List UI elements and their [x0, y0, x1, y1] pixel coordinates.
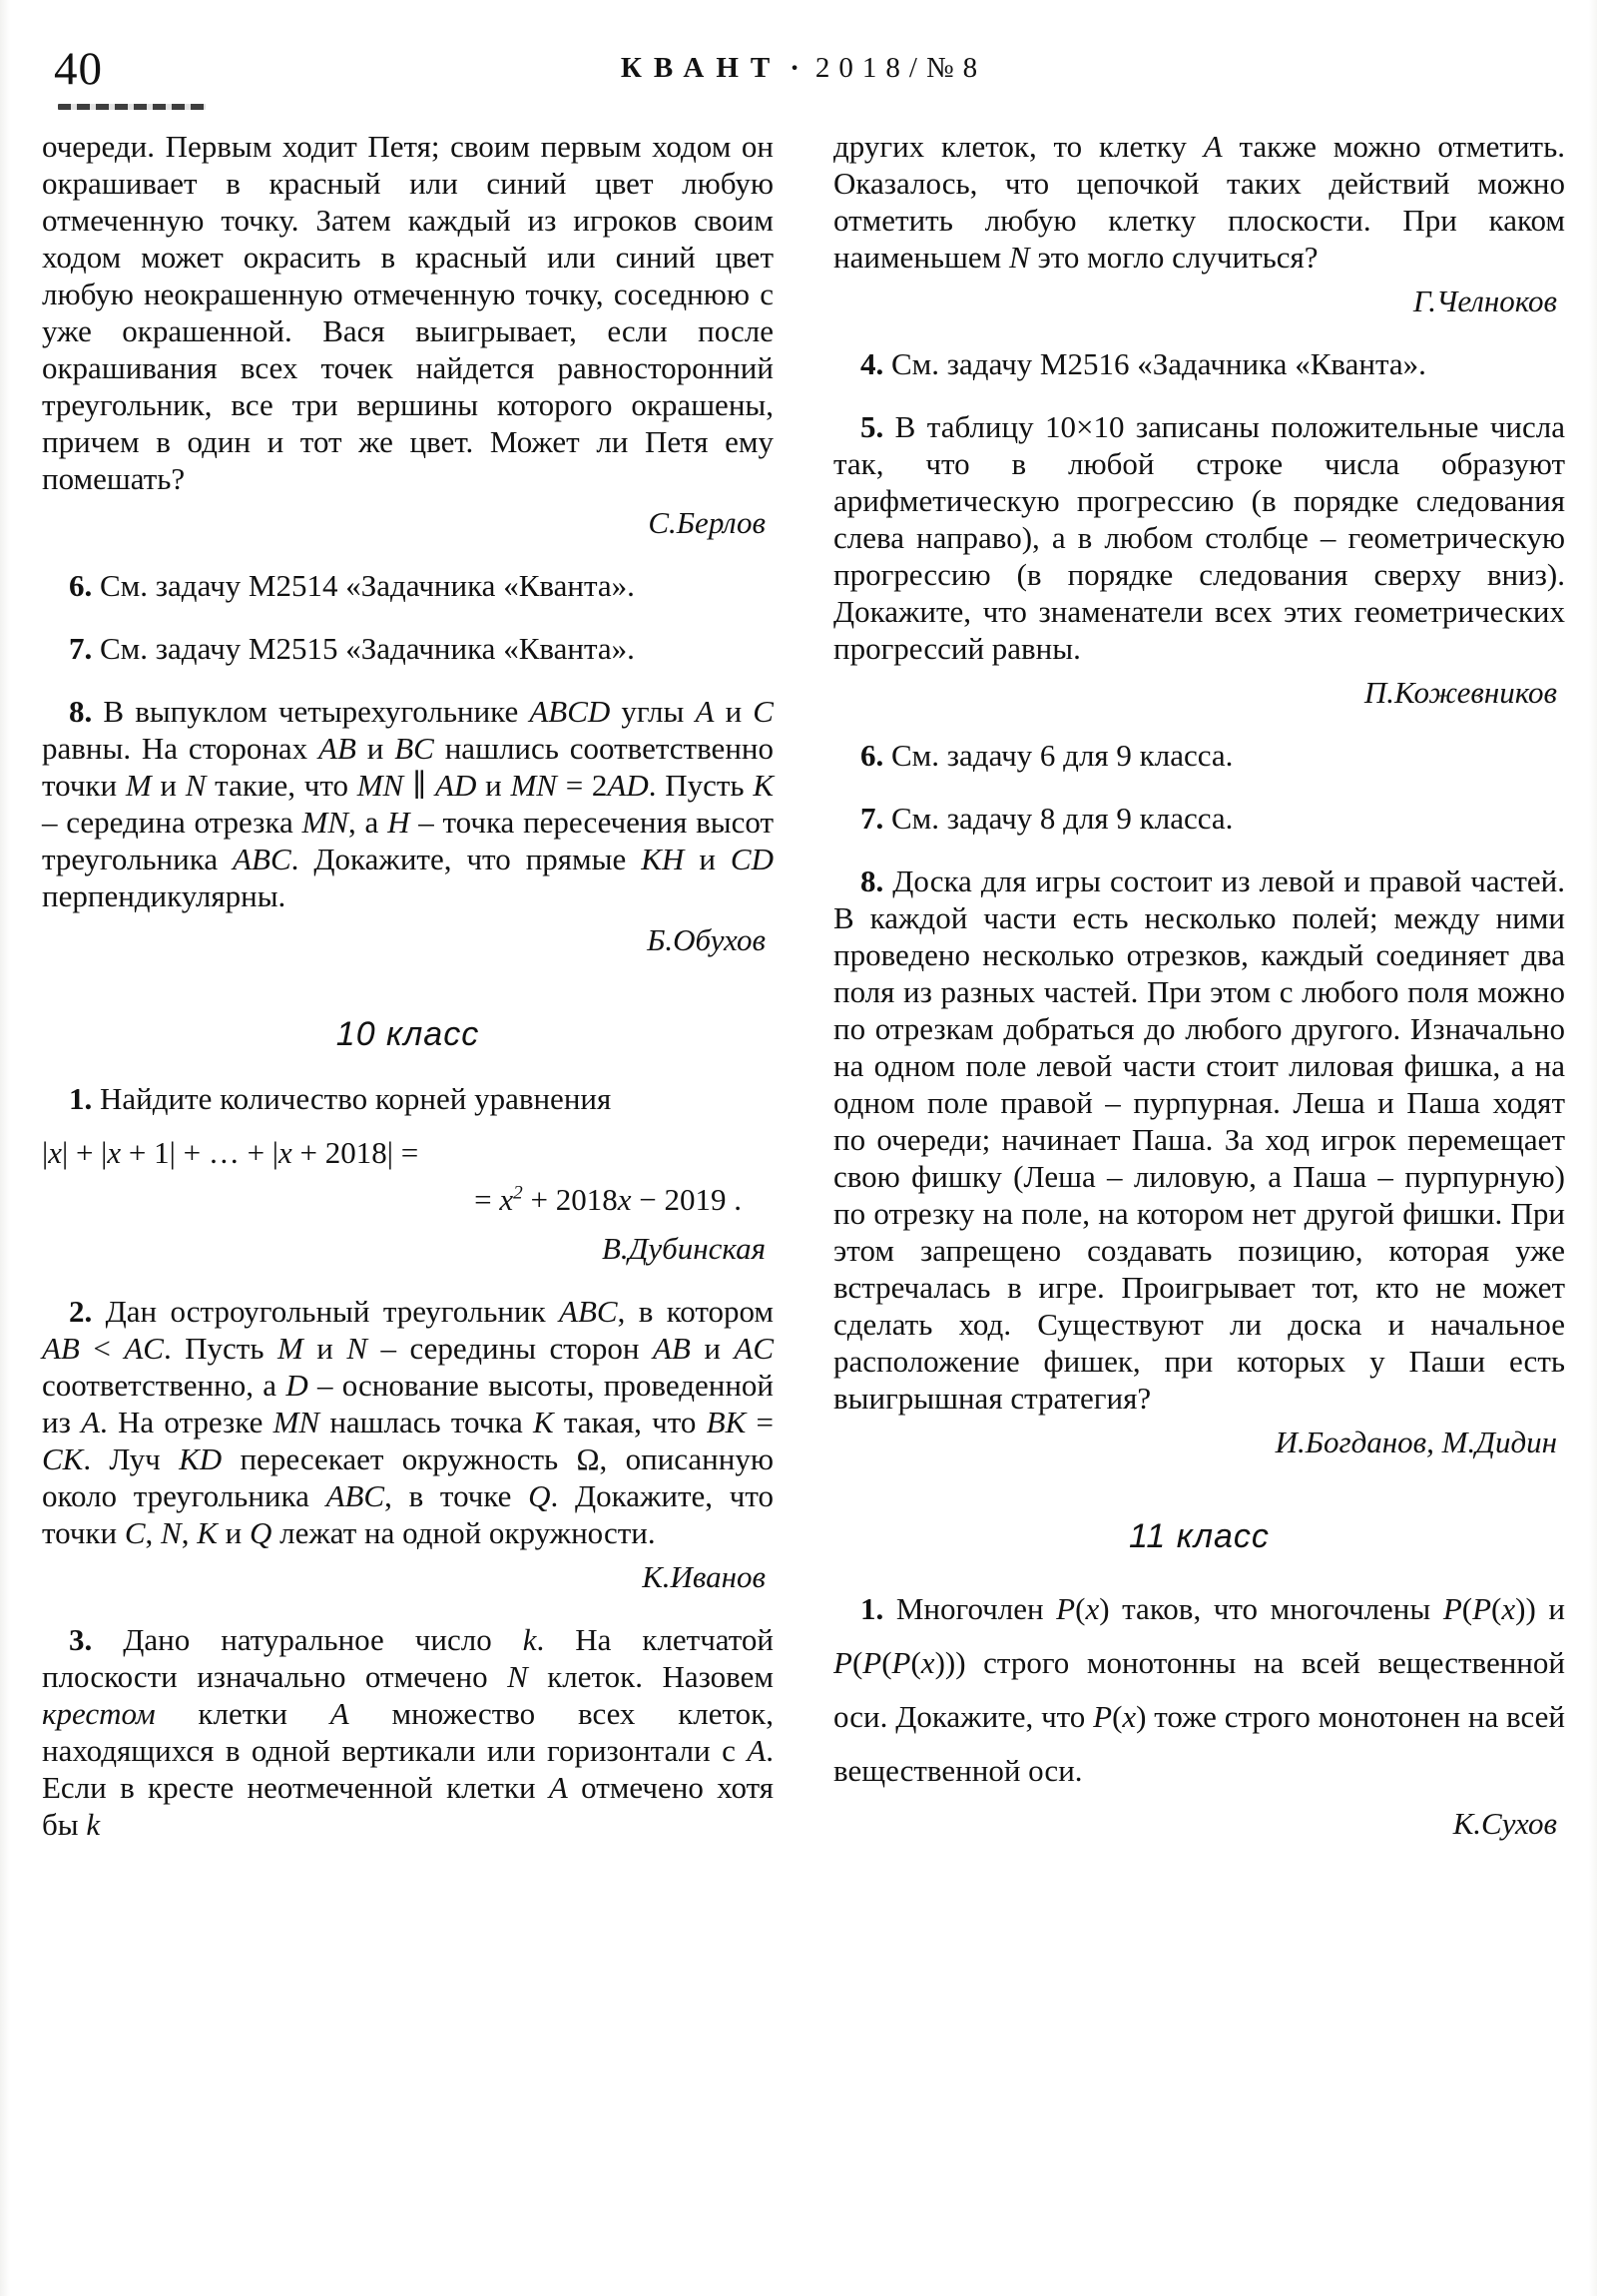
text-run: – точка пересечения высот треугольника: [42, 805, 775, 876]
text-run: Многочлен: [883, 1591, 1057, 1626]
grade-11-heading: 11 класс: [1129, 1517, 1270, 1555]
math-var: H: [387, 805, 410, 840]
continued-paragraph-cells: [833, 128, 1565, 276]
math-var: P: [1093, 1699, 1113, 1734]
math-var: A: [548, 1770, 568, 1805]
text-run: (: [1112, 1699, 1123, 1734]
continued-paragraph-game: [42, 128, 774, 497]
problem-10-6: [833, 737, 1565, 774]
problem-9-7: [42, 630, 774, 667]
math-var: AC: [124, 1331, 164, 1366]
text-run: и: [690, 1331, 735, 1366]
text-run: ,: [181, 1515, 198, 1550]
math-var: AB: [652, 1331, 691, 1366]
math-var: KH: [641, 842, 685, 876]
text-run: такая, что: [553, 1405, 707, 1439]
problem-number: 6.: [69, 568, 93, 603]
problem-10-4: [833, 345, 1565, 382]
text-run: )) и: [1515, 1591, 1565, 1626]
author-berlov: С.Берлов: [648, 505, 766, 540]
text-run: , в точке: [384, 1478, 529, 1513]
problem-number: 5.: [860, 409, 884, 444]
math-var: A: [81, 1405, 101, 1439]
math-var: x: [1501, 1591, 1516, 1626]
math-var: K: [753, 768, 775, 803]
text-run: + 2018: [522, 1182, 618, 1217]
math-var: P: [1472, 1591, 1492, 1626]
text-run: и: [151, 768, 186, 803]
journal-issue: 2018/№8: [814, 52, 987, 84]
right-column: [833, 128, 1565, 1843]
text-run: и: [476, 768, 511, 803]
math-var: CK: [42, 1441, 84, 1476]
text-run: – середина отрезка: [42, 805, 302, 840]
text-run: других клеток, то клетку: [833, 129, 1204, 164]
text-run: См. задачу 6 для 9 класса.: [883, 738, 1234, 773]
text-run: лежат на одной окружности.: [271, 1515, 656, 1550]
text-run: (: [1075, 1591, 1086, 1626]
problem-number: 1.: [860, 1591, 884, 1626]
math-var: P: [833, 1645, 852, 1680]
grade-10-heading: 10 класс: [335, 1015, 480, 1053]
problem-number: 4.: [860, 346, 884, 381]
math-var: k: [522, 1622, 537, 1657]
text-run: − 2019 .: [631, 1182, 742, 1217]
text-run: + 1| + … + |: [121, 1135, 279, 1170]
problem-number: 8.: [69, 694, 93, 729]
text-run: =: [746, 1405, 774, 1439]
text-run: Дано натуральное число: [92, 1622, 523, 1657]
math-var: AD: [435, 768, 477, 803]
text-run: . Пусть: [648, 768, 754, 803]
text-run: См. задачу М2516 «Задачника «Кванта».: [883, 346, 1426, 381]
math-var: x: [48, 1135, 62, 1170]
math-var: N: [161, 1515, 182, 1550]
math-var: N: [185, 768, 207, 803]
text-run: – основание высоты, проведенной из: [42, 1368, 775, 1439]
math-var: A: [329, 1696, 349, 1731]
left-column: [42, 128, 774, 1843]
page-header: [42, 20, 1565, 102]
author-bogdanov-didin: И.Богданов, М.Дидин: [1275, 1425, 1557, 1459]
math-var: M: [276, 1331, 303, 1366]
text-run: = 2: [556, 768, 608, 803]
problem-number: 8.: [860, 863, 884, 898]
author-obukhov: Б.Обухов: [647, 922, 766, 957]
math-var: A: [1203, 129, 1223, 164]
text-run: (: [1461, 1591, 1473, 1626]
math-var: x: [920, 1645, 935, 1680]
text-run: ) тоже строго монотонен на всей вещественной оси.: [833, 1699, 1565, 1788]
math-var: AD: [607, 768, 649, 803]
text-run: ,: [145, 1515, 162, 1550]
math-var: AB: [42, 1331, 80, 1366]
text-run: См. задачу М2515 «Задачника «Кванта».: [92, 631, 635, 666]
math-var: N: [346, 1331, 368, 1366]
text-run: . Пусть: [163, 1331, 277, 1366]
text-run: . На клетчатой плоскости изначально отмечено: [42, 1622, 774, 1694]
author-kozhevnikov: П.Кожевников: [1363, 675, 1557, 710]
text-run: . Докажите, что точки: [42, 1478, 774, 1550]
text-run: перпендикулярны.: [42, 878, 286, 913]
math-var: K: [532, 1405, 554, 1439]
text-run: Найдите количество корней уравнения: [92, 1081, 612, 1116]
text-run: и: [302, 1331, 347, 1366]
problem-number: 3.: [69, 1622, 93, 1657]
math-var: MN: [356, 768, 404, 803]
math-var: x: [499, 1182, 514, 1217]
problem-10-8: [833, 862, 1565, 1417]
math-var: 2: [513, 1182, 523, 1204]
math-var: Q: [528, 1478, 551, 1513]
journal-title: [621, 54, 986, 83]
problem-number: 2.: [69, 1294, 93, 1329]
text-run: + 2018| =: [291, 1135, 419, 1170]
problem-10-1: [42, 1080, 774, 1117]
scan-artifact: [58, 104, 206, 110]
math-var: P: [1442, 1591, 1462, 1626]
text-run: множество всех клеток, находящихся в одной вертикали или горизонтали с: [42, 1696, 774, 1768]
text-run: (: [881, 1645, 892, 1680]
math-var: M: [125, 768, 152, 803]
math-var: x: [278, 1135, 292, 1170]
math-var: A: [747, 1733, 767, 1768]
author-ivanov: К.Иванов: [642, 1559, 766, 1594]
text-run: См. задачу М2514 «Задачника «Кванта».: [92, 568, 635, 603]
journal-name: КВАНТ: [620, 52, 783, 84]
math-var: x: [1122, 1699, 1137, 1734]
math-var: AC: [734, 1331, 775, 1366]
math-var: A: [695, 694, 715, 729]
header-separator-dot: ·: [790, 52, 799, 84]
text-run: нашлась точка: [319, 1405, 533, 1439]
math-var: крестом: [42, 1696, 156, 1731]
author-chelnokov: Г.Челноков: [1412, 284, 1557, 318]
text-run: (: [1491, 1591, 1502, 1626]
problem-number: 7.: [69, 631, 93, 666]
math-var: x: [1085, 1591, 1100, 1626]
text-run: |: [42, 1135, 49, 1170]
math-var: P: [862, 1645, 882, 1680]
math-var: C: [124, 1515, 146, 1550]
math-var: ABC: [325, 1478, 385, 1513]
text-run: , в котором: [617, 1294, 775, 1329]
equation-line: [42, 1129, 774, 1176]
text-run: это могло случиться?: [1029, 240, 1319, 275]
text-run: углы: [610, 694, 696, 729]
text-run: (: [910, 1645, 921, 1680]
problem-number: 1.: [69, 1081, 93, 1116]
math-var: KD: [179, 1441, 223, 1476]
text-run: пересекает окружность Ω, описанную около треугольника: [42, 1441, 775, 1513]
page-number: 40: [54, 43, 103, 95]
text-run: и: [714, 694, 754, 729]
problem-10-2: [42, 1293, 774, 1551]
text-run: . Если в кресте неотмеченной клетки: [42, 1733, 774, 1805]
two-column-layout: [42, 128, 1565, 1843]
text-run: См. задачу 8 для 9 класса.: [883, 801, 1234, 836]
author-sukhov: К.Сухов: [1452, 1806, 1557, 1841]
text-run: . Луч: [83, 1441, 180, 1476]
text-run: ))) строго монотонны на всей вещественной оси. Докажите, что: [833, 1645, 1565, 1734]
text-run: (: [851, 1645, 863, 1680]
text-run: – середины сторон: [367, 1331, 653, 1366]
math-var: AB: [318, 731, 356, 766]
text-run: ∥: [403, 768, 436, 803]
math-var: ABC: [559, 1294, 618, 1329]
problem-10-7: [833, 800, 1565, 837]
text-run: Доска для игры состоит из левой и правой частей. В каждой части есть несколько полей; между ними проведено несколько отрезков, каждый соединяет два поля из разных частей. При этом с любого поля можно по отрезкам добраться до любого другого. Изначально на одном поле левой части стоит лиловая фишка, а на одном поле правой – пурпурная. Леша и Паша ходят по очереди; начинает Паша. За ход игрок перемещает свою фишку (Леша – лиловую, а Паша – пурпурную) по отрезку на поле, на котором нет другой фишки. При этом запрещено создавать позицию, которая уже встречалась в игре. Проигрывает тот, кто не может сделать ход. Существуют ли доска и начальное расположение фишек, при которых у Паши есть выигрышная стратегия?: [833, 863, 1565, 1416]
text-run: . Докажите, что прямые: [290, 842, 642, 876]
text-run: также можно отметить. Оказалось, что цепочкой таких действий можно отметить любую клетку плоскости. При каком наименьшем: [833, 129, 1565, 275]
math-var: MN: [301, 805, 349, 840]
math-var: N: [507, 1659, 528, 1694]
text-run: клетки: [155, 1696, 330, 1731]
math-var: C: [753, 694, 774, 729]
author-dubinskaya: В.Дубинская: [601, 1231, 766, 1266]
text-run: Дан остроугольный треугольник: [92, 1294, 560, 1329]
math-var: MN: [510, 768, 557, 803]
equation-line: [42, 1176, 774, 1223]
text-run: и: [217, 1515, 250, 1550]
text-run: очереди. Первым ходит Петя; своим первым ходом он окрашивает в красный или синий цвет любую отмеченную точку. Затем каждый из игроков своим ходом может окрасить в красный или синий цвет любую неокрашенную отмеченную точку, соседнюю с уже окрашенной. Вася выигрывает, если после окрашивания всех точек найдется равносторонний треугольник, все три вершины которого окрашены, причем в один и тот же цвет. Может ли Петя ему помешать?: [42, 129, 774, 496]
math-var: ABCD: [529, 694, 611, 729]
math-var: P: [1056, 1591, 1076, 1626]
problem-10-5: [833, 408, 1565, 667]
text-run: такие, что: [206, 768, 357, 803]
text-run: равны. На сторонах: [42, 731, 319, 766]
math-var: k: [86, 1807, 101, 1842]
math-var: BC: [394, 731, 434, 766]
text-run: В таблицу 10×10 записаны положительные числа так, что в любой строке числа образуют арифметическую прогрессию (в порядке следования слева направо), а в любом столбце – геометрическую прогрессию (в порядке следования сверху вниз). Докажите, что знаменатели всех этих геометрических прогрессий равны.: [833, 409, 1565, 666]
math-var: CD: [730, 842, 774, 876]
problem-number: 7.: [860, 801, 884, 836]
math-var: x: [617, 1182, 632, 1217]
text-run: и: [684, 842, 731, 876]
text-run: нашлись соответственно точки: [42, 731, 774, 803]
text-run: клеток. Назовем: [527, 1659, 774, 1694]
text-run: . На отрезке: [100, 1405, 273, 1439]
text-run: В выпуклом четырехугольнике: [92, 694, 530, 729]
math-var: P: [891, 1645, 911, 1680]
problem-10-3: [42, 1621, 774, 1843]
equation-10-1: [42, 1129, 774, 1223]
problem-11-1: [833, 1582, 1565, 1798]
text-run: =: [474, 1182, 500, 1217]
math-var: K: [197, 1515, 218, 1550]
text-run: <: [79, 1331, 125, 1366]
math-var: N: [1009, 240, 1030, 275]
math-var: x: [107, 1135, 122, 1170]
problem-9-6: [42, 567, 774, 604]
text-run: отмечено хотя бы: [42, 1770, 774, 1842]
text-run: , а: [348, 805, 388, 840]
problem-number: 6.: [860, 738, 884, 773]
math-var: ABC: [233, 842, 291, 876]
math-var: D: [285, 1368, 308, 1403]
text-run: и: [355, 731, 395, 766]
math-var: MN: [272, 1405, 320, 1439]
text-run: | + |: [61, 1135, 108, 1170]
math-var: Q: [249, 1515, 272, 1550]
text-run: соответственно, а: [42, 1368, 286, 1403]
problem-9-8: [42, 693, 774, 914]
text-run: ) таков, что многочлены: [1099, 1591, 1443, 1626]
math-var: BK: [706, 1405, 747, 1439]
